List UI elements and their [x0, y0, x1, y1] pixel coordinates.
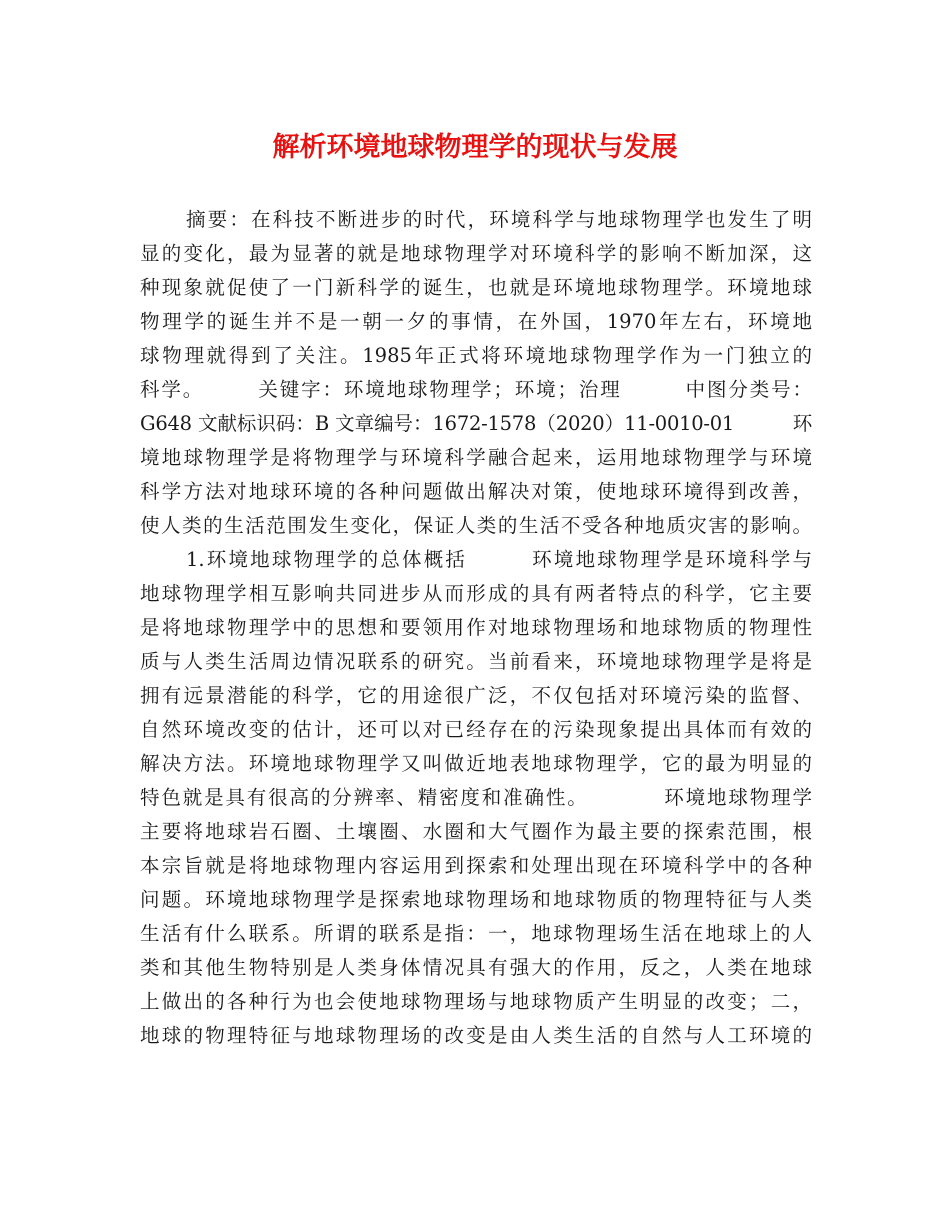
body-line: 上做出的各种行为也会使地球物理场与地球物质产生明显的改变；二，	[140, 990, 812, 1013]
body-line: 生活有什么联系。所谓的联系是指：一，地球物理场生活在地球上的人	[140, 922, 812, 945]
body-line: 1.环境地球物理学的总体概括 环境地球物理学是环境科学与	[186, 548, 812, 571]
body-line: 科学方法对地球环境的各种问题做出解决对策，使地球环境得到改善，	[140, 480, 812, 503]
body-line: 问题。环境地球物理学是探索地球物理场和地球物质的物理特征与人类	[140, 888, 812, 911]
body-line: 自然环境改变的估计，还可以对已经存在的污染现象提出具体而有效的	[140, 718, 812, 741]
body-line: 科学。 关键字：环境地球物理学；环境；治理 中图分类号：	[140, 378, 812, 401]
body-line: 物理学的诞生并不是一朝一夕的事情，在外国，1970年左右，环境地	[140, 310, 812, 333]
body-line: 质与人类生活周边情况联系的研究。当前看来，环境地球物理学是将是	[140, 650, 812, 673]
document-title: 解析环境地球物理学的现状与发展	[272, 132, 678, 163]
body-line: 是将地球物理学中的思想和要领用作对地球物理场和地球物质的物理性	[140, 616, 812, 639]
body-line: 本宗旨就是将地球物理内容运用到探索和处理出现在环境科学中的各种	[140, 854, 812, 877]
body-line: 球物理就得到了关注。1985年正式将环境地球物理学作为一门独立的	[140, 344, 812, 367]
body-line: 使人类的生活范围发生变化，保证人类的生活不受各种地质灾害的影响。	[140, 514, 812, 537]
body-line: 显的变化，最为显著的就是地球物理学对环境科学的影响不断加深，这	[140, 242, 812, 265]
body-line: 地球的物理特征与地球物理场的改变是由人类生活的自然与人工环境的	[140, 1024, 812, 1047]
body-line: 特色就是具有很高的分辨率、精密度和准确性。 环境地球物理学	[140, 786, 812, 809]
body-line: 种现象就促使了一门新科学的诞生，也就是环境地球物理学。环境地球	[140, 276, 812, 299]
body-line: 境地球物理学是将物理学与环境科学融合起来，运用地球物理学与环境	[140, 446, 812, 469]
body-line: 类和其他生物特别是人类身体情况具有强大的作用，反之，人类在地球	[140, 956, 812, 979]
body-line: 拥有远景潜能的科学，它的用途很广泛，不仅包括对环境污染的监督、	[140, 684, 812, 707]
body-line: 解决方法。环境地球物理学又叫做近地表地球物理学，它的最为明显的	[140, 752, 812, 775]
body-line: 摘要：在科技不断进步的时代，环境科学与地球物理学也发生了明	[186, 208, 812, 231]
body-line: G648 文献标识码：B 文章编号：1672-1578（2020）11-0010-01 环	[140, 412, 812, 435]
body-line: 地球物理学相互影响共同进步从而形成的具有两者特点的科学，它主要	[140, 582, 812, 605]
body-line: 主要将地球岩石圈、土壤圈、水圈和大气圈作为最主要的探索范围，根	[140, 820, 812, 843]
